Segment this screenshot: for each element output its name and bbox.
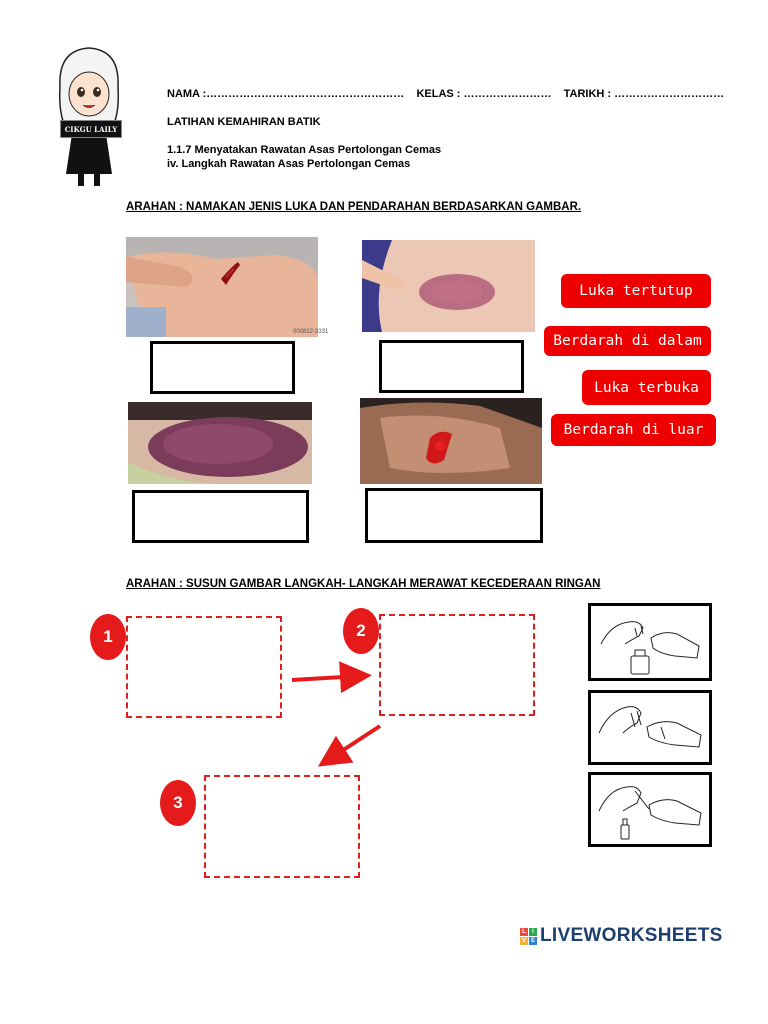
- option-label: Berdarah di luar: [563, 422, 704, 438]
- logo-letter: E: [530, 937, 535, 944]
- step-card-clean-with-swab[interactable]: [588, 772, 712, 847]
- arrow-step2-to-step3: [328, 726, 380, 760]
- topic-line-2: iv. Langkah Rawatan Asas Pertolongan Cemas: [167, 158, 411, 170]
- mascot-badge-text: CIKGU LAILY: [64, 124, 118, 134]
- option-label: Berdarah di dalam: [553, 333, 702, 349]
- section1-instruction-end: .: [577, 201, 582, 213]
- liveworksheets-logo[interactable]: [520, 925, 723, 947]
- hand-treatment-illustration-icon: [591, 606, 709, 678]
- arrow-step1-to-step2: [292, 676, 360, 680]
- topic-line-1: 1.1.7 Menyatakan Rawatan Asas Pertolongan Cemas: [167, 144, 442, 156]
- step-number-label: 3: [173, 793, 183, 812]
- worksheet-subtitle: LATIHAN KEMAHIRAN BATIK: [167, 116, 321, 128]
- hand-treatment-illustration-icon: [591, 775, 709, 844]
- option-label: Luka tertutup: [579, 283, 693, 299]
- nama-field[interactable]: NAMA :………………………………………………: [167, 88, 405, 100]
- step-card-apply-ointment[interactable]: [588, 690, 712, 765]
- step-number-label: 1: [103, 627, 113, 646]
- option-label: Luka terbuka: [594, 379, 699, 396]
- kelas-field[interactable]: KELAS : ……………………: [416, 88, 552, 100]
- step-number-label: 2: [356, 621, 366, 640]
- hand-treatment-illustration-icon: [591, 693, 709, 762]
- liveworksheets-brand-text: LIVEWORKSHEETS: [540, 925, 723, 946]
- tarikh-field[interactable]: TARIKH : …………………………: [563, 88, 725, 100]
- section2-instruction: ARAHAN : SUSUN GAMBAR LANGKAH- LANGKAH MERAWAT KECEDERAAN RINGAN: [126, 578, 601, 590]
- logo-letter: V: [521, 937, 526, 944]
- step-card-clean-with-bottle[interactable]: [588, 603, 712, 681]
- liveworksheets-mark-icon: [520, 928, 537, 945]
- logo-letter: I: [529, 928, 537, 936]
- logo-letter: L: [520, 928, 528, 936]
- section1-instruction-text: ARAHAN : NAMAKAN JENIS LUKA DAN PENDARAHAN BERDASARKAN GAMBAR: [126, 201, 578, 213]
- photo-caption: 000822-3331: [293, 329, 329, 335]
